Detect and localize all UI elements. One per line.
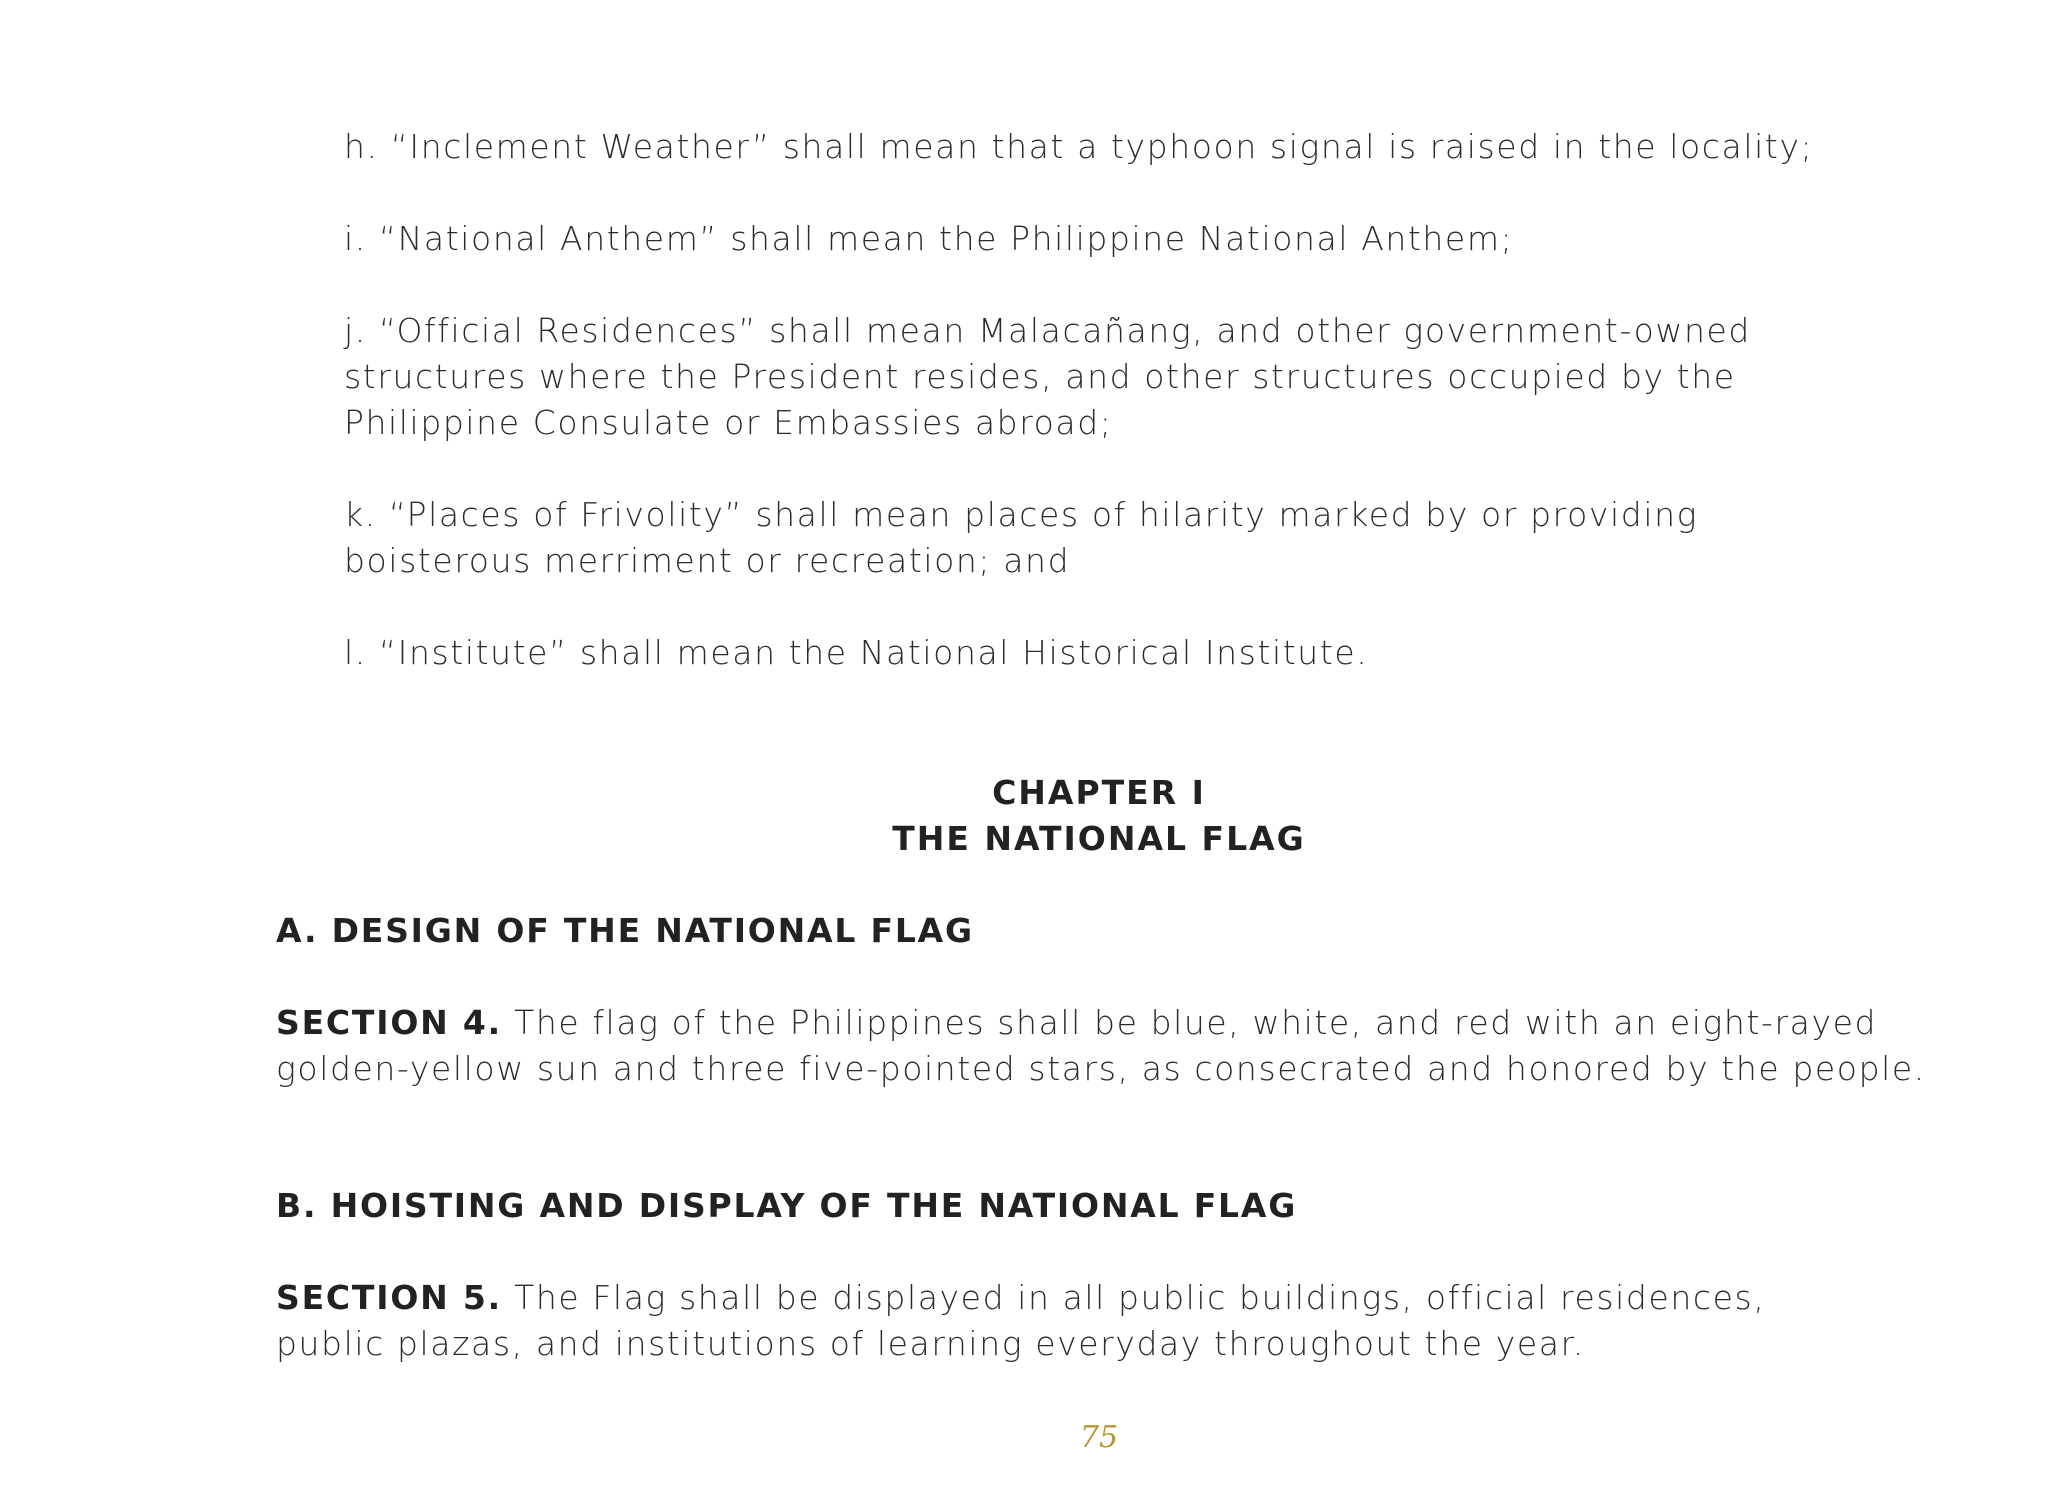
section-b-heading: B. HOISTING AND DISPLAY OF THE NATIONAL FLAG (276, 1186, 1298, 1225)
section-b-heading-block (276, 1183, 1976, 1229)
definitions-list (344, 124, 1964, 722)
section-a-heading-block (276, 908, 1976, 954)
definition-i: i. “National Anthem” shall mean the Philippine National Anthem; (344, 219, 1514, 258)
page-number: 75 (1079, 1420, 1119, 1455)
section-4-label: SECTION 4. (276, 1003, 502, 1042)
section-5-paragraph (276, 1275, 1856, 1367)
section-5-label: SECTION 5. (276, 1278, 502, 1317)
definition-l: l. “Institute” shall mean the National Historical Institute. (344, 633, 1369, 672)
chapter-number: CHAPTER I (992, 773, 1206, 812)
chapter-heading (0, 770, 2048, 862)
section-5-block (276, 1275, 1856, 1367)
section-4-text: The flag of the Philippines shall be blue, white, and red with an eight-rayed golden-yellow sun and three five-pointed stars, as consecrated and honored by the people. (276, 1003, 1926, 1088)
chapter-title: THE NATIONAL FLAG (892, 819, 1306, 858)
section-4-paragraph (276, 1000, 1956, 1092)
section-a-heading: A. DESIGN OF THE NATIONAL FLAG (276, 911, 974, 950)
definition-j: j. “Official Residences” shall mean Malacañang, and other government-owned structures where the President resides, and other structures occupied by the Philippine Consulate or Embassies abroad; (344, 311, 1751, 442)
section-4-block (276, 1000, 1956, 1092)
section-5-text: The Flag shall be displayed in all public buildings, official residences, public plazas, and institutions of learning everyday throughout the year. (276, 1278, 1766, 1363)
definition-h: h. “Inclement Weather” shall mean that a typhoon signal is raised in the locality; (344, 127, 1814, 166)
definition-k: k. “Places of Frivolity” shall mean places of hilarity marked by or providing boisterous merriment or recreation; and (344, 495, 1699, 580)
